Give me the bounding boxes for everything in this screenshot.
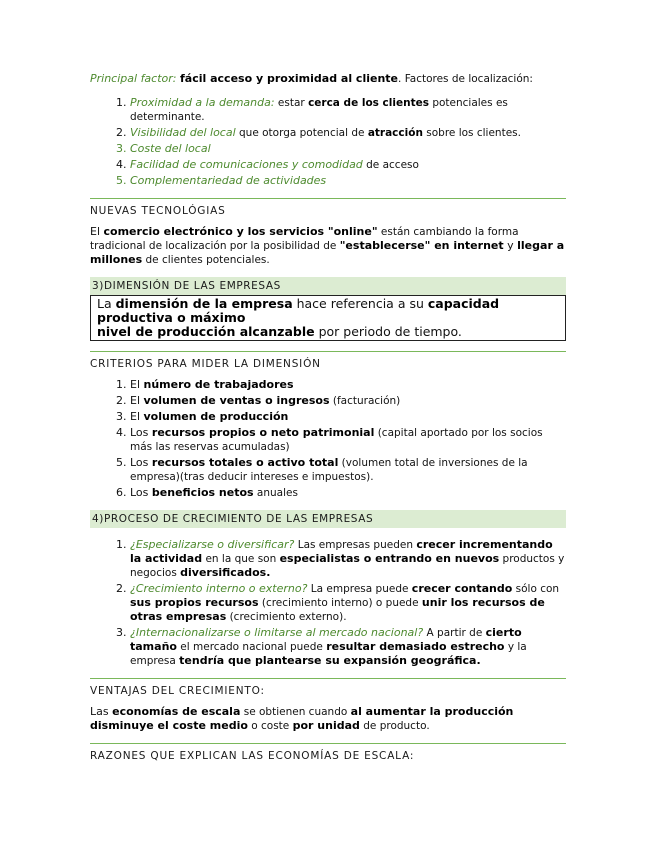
list-item [130, 126, 566, 140]
section-heading-ventajas: VENTAJAS DEL CRECIMIENTO: [90, 685, 265, 697]
dimension-definition-box [90, 295, 566, 341]
list-item [130, 538, 566, 580]
bold-text: "establecerse" en internet [339, 239, 504, 252]
factor-text: sobre los clientes. [422, 127, 521, 139]
text: Las empresas pueden [294, 539, 417, 551]
factor-title: Facilidad de comunicaciones y comodidad [130, 158, 363, 171]
list-item [130, 582, 566, 624]
document-content [90, 72, 566, 770]
bold-text: economías de escala [112, 705, 241, 718]
text: Los [130, 456, 152, 469]
intro-rest: . Factores de localización: [398, 73, 533, 85]
text: A partir de [423, 627, 486, 639]
factor-title: Coste del local [130, 142, 211, 155]
text: o coste [247, 720, 293, 732]
text: hace referencia a su [292, 296, 428, 311]
intro-bold: fácil acceso y proximidad al cliente [180, 72, 399, 85]
text: Los [130, 486, 152, 499]
text: y la empresa [130, 641, 527, 667]
text: El [130, 378, 144, 391]
text: El [90, 225, 104, 238]
bold-text: resultar demasiado estrecho [326, 640, 505, 653]
list-item [130, 158, 566, 172]
factor-text: estar [274, 97, 309, 109]
factor-bold: cerca de los clientes [308, 97, 429, 109]
text: (crecimiento interno) o puede [258, 597, 422, 609]
bold-text: crecer incrementando la actividad [130, 538, 553, 565]
bold-text: número de trabajadores [143, 378, 294, 391]
bold-text: volumen de producción [143, 410, 289, 423]
text: El [130, 394, 144, 407]
bold-text: cierto tamaño [130, 626, 522, 653]
factor-title: Proximidad a la demanda: [130, 96, 275, 109]
factor-title: Visibilidad del local [130, 126, 236, 139]
bold-text: especialistas o entrando en nuevos [279, 552, 500, 565]
bold-text: al aumentar la producción disminuye el coste medio [90, 705, 514, 732]
text: (volumen total de inversiones de la empresa)(tras deducir intereses e impuestos). [130, 457, 528, 483]
bold-text: unir los recursos de otras empresas [130, 596, 545, 623]
section-heading-nuevas: NUEVAS TECNOLÓGIAS [90, 205, 226, 217]
text: están cambiando la forma tradicional de localización por la posibilidad de [90, 226, 519, 252]
list-item [130, 486, 566, 500]
text: (crecimiento externo). [226, 611, 347, 623]
text: se obtienen cuando [240, 706, 351, 718]
factor-text: potenciales es determinante. [130, 97, 508, 123]
section-divider [90, 351, 566, 352]
bold-text: por unidad [292, 719, 360, 732]
bold-text: recursos propios o neto patrimonial [151, 426, 375, 439]
bold-text: dimensión de la empresa [115, 296, 293, 311]
text: El [130, 410, 144, 423]
text: productos y negocios [130, 553, 565, 579]
ventajas-paragraph [90, 705, 566, 733]
text: por periodo de tiempo. [314, 324, 462, 339]
question-title: ¿Crecimiento interno o externo? [130, 582, 308, 595]
list-item [130, 378, 566, 392]
text: La [97, 296, 116, 311]
bold-text: sus propios recursos [130, 596, 259, 609]
text: La empresa puede [307, 583, 412, 595]
bold-text: diversificados. [180, 566, 271, 579]
list-item [130, 456, 566, 484]
text: Las [90, 705, 113, 718]
factor-text: de acceso [362, 159, 419, 171]
bold-text: volumen de ventas o ingresos [143, 394, 330, 407]
location-factors-list [90, 96, 566, 188]
section-divider [90, 678, 566, 679]
text: sólo con [512, 583, 560, 595]
section-banner-crecimiento: 4)PROCESO DE CRECIMIENTO DE LAS EMPRESAS [90, 510, 566, 528]
intro-paragraph [90, 72, 566, 86]
bold-text: recursos totales o activo total [151, 456, 339, 469]
section-divider [90, 198, 566, 199]
list-item [130, 96, 566, 124]
factor-title: Complementariedad de actividades [130, 174, 327, 187]
section-banner-dimension: 3)DIMENSIÓN DE LAS EMPRESAS [90, 277, 566, 295]
text: de producto. [359, 720, 430, 732]
bold-text: comercio electrónico y los servicios "online" [103, 225, 378, 238]
text: de clientes potenciales. [142, 254, 270, 266]
text: anuales [253, 487, 298, 499]
text: y [503, 239, 518, 252]
crecimiento-list [90, 538, 566, 668]
bold-text: llegar a millones [90, 239, 565, 266]
criterios-list [90, 378, 566, 500]
section-heading-razones: RAZONES QUE EXPLICAN LAS ECONOMÍAS DE ESCALA: [90, 750, 415, 762]
text: en la que son [202, 553, 280, 565]
text: Los [130, 426, 152, 439]
list-item [130, 626, 566, 668]
text: (capital aportado por los socios más las reservas acumuladas) [130, 427, 543, 453]
bold-text: capacidad productiva o máximo [97, 296, 500, 325]
bold-text: nivel de producción alcanzable [97, 324, 315, 339]
list-item [130, 394, 566, 408]
nuevas-paragraph [90, 225, 566, 267]
question-title: ¿Especializarse o diversificar? [130, 538, 295, 551]
list-item [130, 174, 566, 188]
text: (facturación) [329, 395, 401, 407]
list-item [130, 410, 566, 424]
bold-text: crecer contando [411, 582, 513, 595]
section-heading-criterios: CRITERIOS PARA MIDER LA DIMENSIÓN [90, 358, 321, 370]
intro-label: Principal factor: [90, 72, 177, 85]
factor-bold: atracción [367, 127, 423, 139]
bold-text: tendría que plantearse su expansión geográfica. [179, 654, 481, 667]
list-item [130, 142, 566, 156]
factor-text: que otorga potencial de [235, 127, 368, 139]
list-item [130, 426, 566, 454]
bold-text: beneficios netos [151, 486, 254, 499]
question-title: ¿Internacionalizarse o limitarse al mercado nacional? [130, 626, 424, 639]
text: el mercado nacional puede [176, 641, 327, 653]
section-divider [90, 743, 566, 744]
